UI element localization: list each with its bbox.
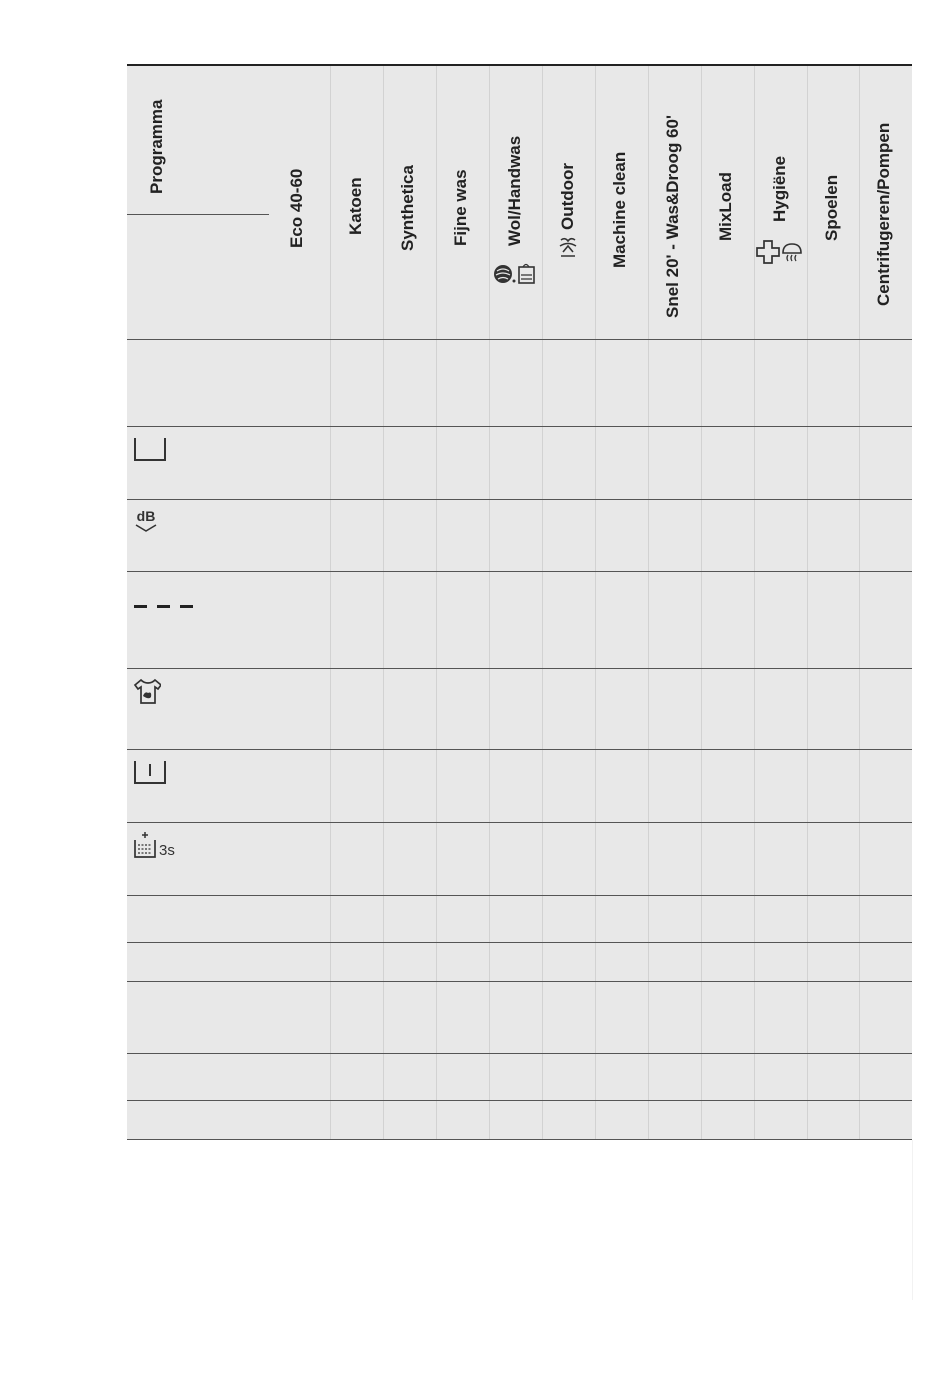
program-centrifugeren-pompen [874, 123, 894, 306]
column-divider [436, 66, 437, 1139]
program-outdoor [557, 163, 579, 258]
row-divider [127, 1100, 912, 1101]
row-divider [127, 1053, 912, 1054]
steam-3s-icon [133, 831, 175, 859]
table-top-rule [127, 64, 912, 66]
db-label: dB [136, 508, 156, 524]
night-silent-icon-cell [133, 509, 159, 533]
program-label: Spoelen [822, 174, 841, 241]
program-label: Katoen [346, 177, 365, 235]
dashes-icon-cell [133, 597, 195, 615]
row-divider [127, 426, 912, 427]
program-label: Synthetica [398, 165, 417, 251]
program-machine-clean [610, 152, 630, 268]
wool-handwash-icon [493, 262, 537, 286]
program-spoelen [822, 175, 842, 241]
steam-3s-label: 3s [159, 842, 175, 859]
column-divider [648, 66, 649, 1139]
program-mixload [716, 172, 736, 241]
extra-rinse-icon-cell [133, 759, 167, 790]
prewash-icon [133, 436, 167, 462]
steam-3s-icon-cell [133, 831, 175, 859]
column-divider [859, 66, 860, 1139]
program-label: Eco 40-60 [287, 168, 306, 248]
stain-icon [133, 678, 161, 706]
program-label: MixLoad [716, 172, 735, 241]
program-wol-handwas [503, 136, 527, 296]
table-bottom-rule [127, 1139, 912, 1140]
row-divider [127, 668, 912, 669]
header-programma [147, 100, 167, 194]
hygiene-steam-icon [756, 239, 804, 265]
program-hygiene [767, 156, 793, 276]
row-divider [127, 571, 912, 572]
dashes-icon [133, 604, 195, 610]
program-label: Snel 20' - Was&Droog 60' [663, 114, 682, 318]
program-snel-20 [663, 115, 683, 318]
row-divider [127, 895, 912, 896]
program-label: Machine clean [610, 151, 629, 268]
column-divider [701, 66, 702, 1139]
column-divider [489, 66, 490, 1139]
header-programma-label: Programma [147, 99, 166, 194]
outdoor-icon [557, 236, 579, 258]
stain-icon-cell [133, 678, 161, 711]
program-fijne-was [451, 169, 471, 246]
column-divider [595, 66, 596, 1139]
row-divider [127, 942, 912, 943]
column-divider [754, 66, 755, 1139]
prewash-icon-cell [133, 436, 167, 467]
program-synthetica [398, 165, 418, 251]
header-sub-rule [127, 214, 269, 215]
column-divider [807, 66, 808, 1139]
program-eco-40-60 [287, 169, 307, 248]
row-divider [127, 339, 912, 340]
column-divider [542, 66, 543, 1139]
extra-rinse-icon [133, 759, 167, 785]
program-label: Outdoor [558, 162, 577, 230]
row-divider [127, 981, 912, 982]
program-katoen [346, 177, 366, 235]
program-label: Centrifugeren/Pompen [874, 122, 893, 306]
row-divider [127, 749, 912, 750]
program-label: Hygiëne [770, 155, 789, 222]
row-divider [127, 499, 912, 500]
page-edge [912, 1140, 913, 1300]
night-silent-icon [133, 509, 159, 533]
row-divider [127, 822, 912, 823]
column-divider [383, 66, 384, 1139]
column-divider [330, 66, 331, 1139]
program-label: Wol/Handwas [505, 135, 524, 246]
program-label: Fijne was [451, 169, 470, 246]
